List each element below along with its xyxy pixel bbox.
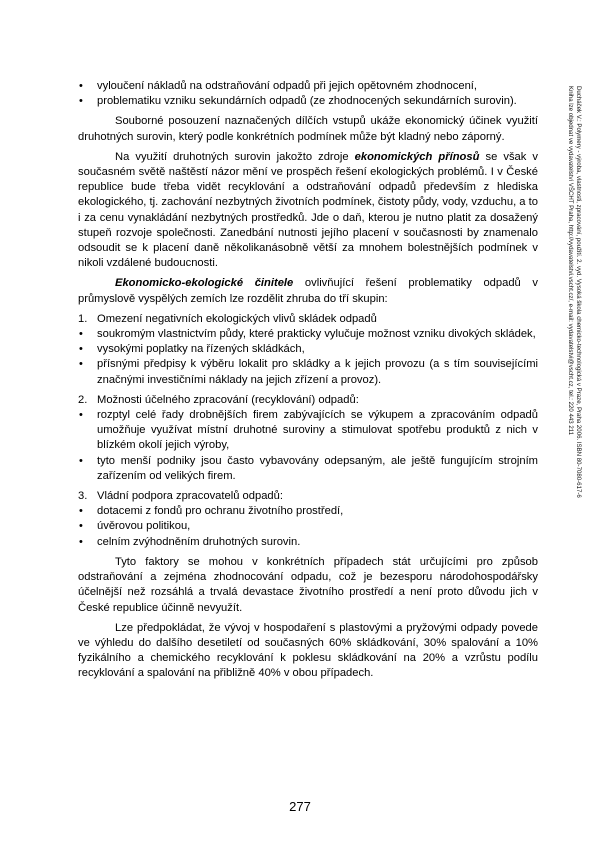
group-bullet-list <box>78 504 538 550</box>
citation-line: Ducháček V.: Polymery - výroba, vlastnosti, zpracování, použití. 2. vyd. Vysoká škola chemicko-technologická v Praze, Praha 2006. ISBN 80-7080-617-6 <box>575 86 582 498</box>
sidebar-citation <box>566 86 582 686</box>
factor-group-2 <box>78 393 538 484</box>
list-item: • celním zvýhodněním druhotných surovin. <box>78 535 538 550</box>
paragraph-text: Na využití druhotných surovin jakožto zdroje <box>115 150 355 163</box>
group-title: Vládní podpora zpracovatelů odpadů: <box>97 490 283 503</box>
citation-text <box>566 86 582 498</box>
factor-group-3 <box>78 489 538 550</box>
list-item: • problematiku vzniku sekundárních odpadů (ze zhodnocených sekundárních surovin). <box>78 94 538 109</box>
emphasized-term: Ekonomicko-ekologické činitele <box>115 277 294 290</box>
paragraph-overall-assessment: Souborné posouzení naznačených dílčích vstupů ukáže ekonomický účinek využití druhotných surovin, který podle konkrétních podmínek může být kladný nebo záporný. <box>78 115 538 143</box>
paragraph-text: se však v současném světě naštěstí názor mění ve prospěch řešení ekologických problémů. I v České republice bude třeba vidět recyklování a odstraňování odpadů především z hlediska ekologického, tj. zachování nezbytných životních podmínek, čistoty půdy, vody, vzduchu, a to i za cenu vynakládání nezbytných prostředků. Jde o daň, kterou je nutno platit za dosažený stupeň rozvoje společnosti. Zanedbání nutnosti jejího placení v současnosti by znamenalo odsoudit se k placení daně několikanásobně větší za mnohem bolestnějších podmínek v nikoli vzdálené budoucnosti. <box>78 150 538 270</box>
group-number: 1. <box>78 312 88 325</box>
list-item: • soukromým vlastnictvím půdy, které prakticky vylučuje možnost vzniku divokých skládek, <box>78 327 538 342</box>
factor-group-1 <box>78 312 538 388</box>
list-item: • tyto menší podniky jsou často vybavovány odepsaným, ale ještě fungujícím strojním zařízením od velikých firem. <box>78 454 538 484</box>
list-item: • vyloučení nákladů na odstraňování odpadů při jejich opětovném zhodnocení, <box>78 79 538 94</box>
group-heading <box>78 393 538 408</box>
list-item: • úvěrovou politikou, <box>78 519 538 534</box>
page-number: 277 <box>289 799 311 814</box>
intro-bullet-list <box>78 79 538 109</box>
emphasized-term: ekonomických přínosů <box>354 150 480 163</box>
group-title: Omezení negativních ekologických vlivů skládek odpadů <box>97 312 377 325</box>
citation-line: Kniha lze objednat ve vydavatelství VŠCHT Praha, http://vydavatelstvi.vscht.cz/, e-mail: vydavatelstvi@vscht.cz, tel.: 220 443 211 <box>567 86 574 436</box>
paragraph-text: ovlivňující řešení problematiky odpadů v průmyslově vyspělých zemích lze rozdělit zhruba do tří skupin: <box>78 277 538 305</box>
list-item: • dotacemi z fondů pro ochranu životního prostředí, <box>78 504 538 519</box>
group-bullet-list <box>78 327 538 388</box>
group-heading <box>78 312 538 327</box>
paragraph-eco-factors <box>78 276 538 306</box>
group-number: 2. <box>78 393 88 406</box>
paragraph-forecast: Lze předpokládat, že vývoj v hospodaření s plastovými a pryžovými odpady povede ve výhledu do dalšího desetiletí od současných 60% skládkování, 30% spalování a 10% fyzikálního a chemického recyklování k poklesu skládkování na 20% a vzrůstu podílu recyklování a spalování na přibližně 40% v obou případech. <box>78 621 538 680</box>
paragraph-economic-benefits <box>78 150 538 272</box>
group-title: Možnosti účelného zpracování (recyklování) odpadů: <box>97 393 359 406</box>
group-bullet-list <box>78 408 538 484</box>
list-item: • rozptyl celé řady drobnějších firem zabývajících se výkupem a zpracováním odpadů umožňuje využívat místní druhotné suroviny a stimulovat spotřebu produktů z nich v blízkém okolí jejich výroby, <box>78 408 538 454</box>
list-item: • vysokými poplatky na řízených skládkách, <box>78 342 538 357</box>
paragraph-factors-conclusion: Tyto faktory se mohou v konkrétních případech stát určujícími pro způsob odstraňování a zejména zhodnocování odpadu, což je bezesporu národohospodářsky účelnější než rozsáhlá a trvalá devastace životního prostředí a není proto důvodu jich v České republice účinně nevyužít. <box>78 555 538 614</box>
list-item: • přísnými předpisy k výběru lokalit pro skládky a k jejich provozu (a s tím souvisejícími značnými investičními náklady na jejich zřízení a provoz). <box>78 357 538 387</box>
page-body <box>78 79 538 682</box>
group-number: 3. <box>78 490 88 503</box>
group-heading <box>78 489 538 504</box>
